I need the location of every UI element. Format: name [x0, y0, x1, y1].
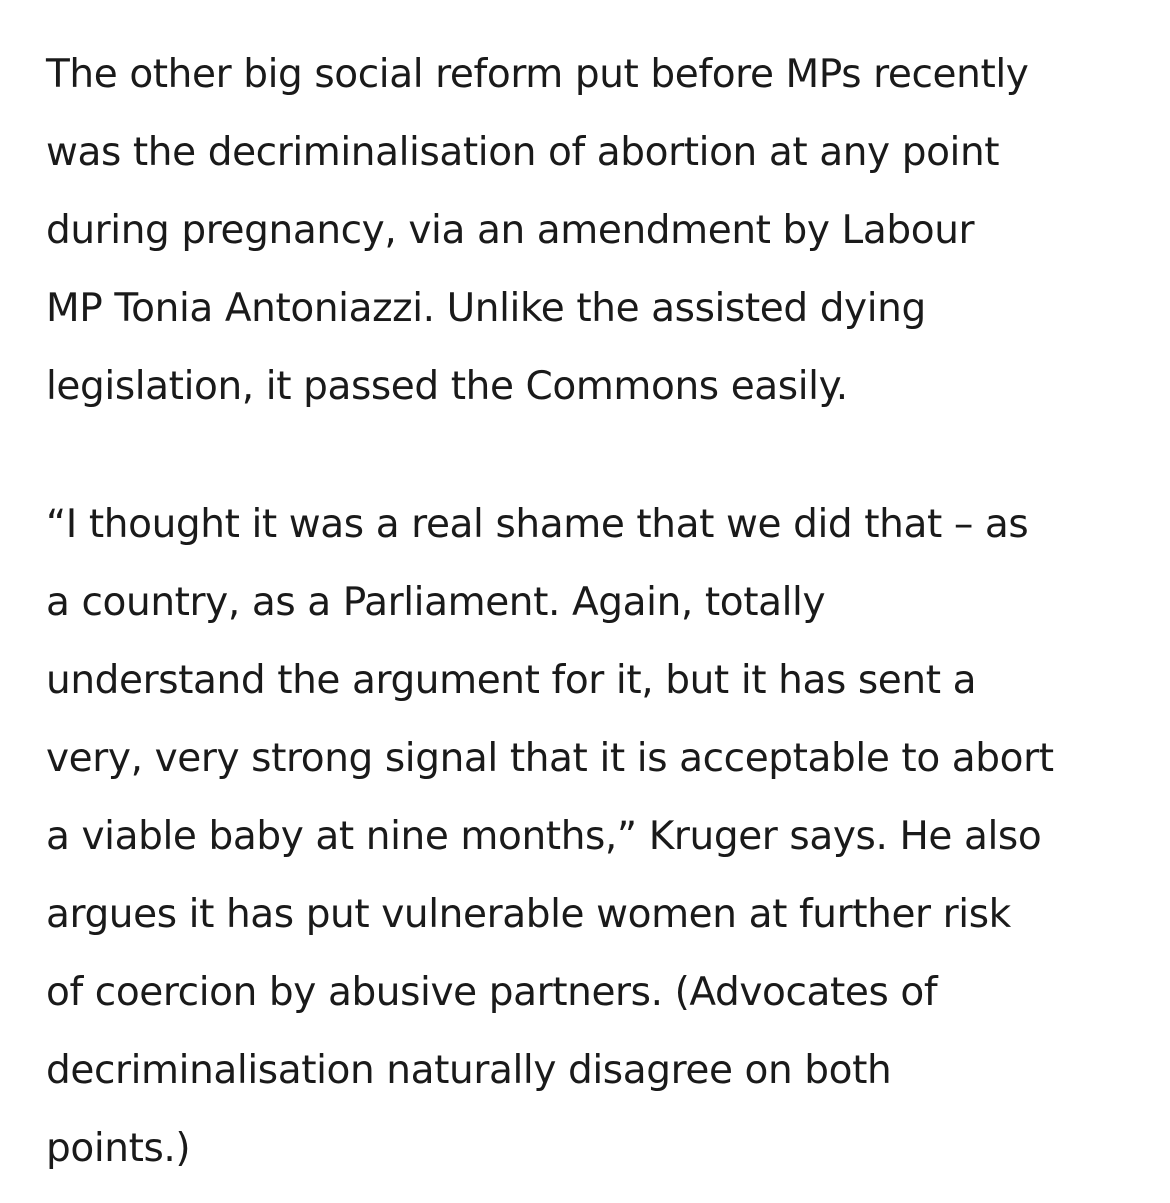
- paragraph-line: was the decriminalisation of abortion at any point: [46, 130, 1000, 175]
- paragraph-line: legislation, it passed the Commons easily.: [46, 364, 848, 409]
- paragraph-line: during pregnancy, via an amendment by Labour: [46, 208, 975, 253]
- article-body: [46, 36, 1136, 1188]
- paragraph-line: understand the argument for it, but it has sent a: [46, 658, 977, 703]
- paragraph-line: of coercion by abusive partners. (Advocates of: [46, 970, 938, 1015]
- paragraph-line: a viable baby at nine months,” Kruger says. He also: [46, 814, 1042, 859]
- paragraph-line: points.): [46, 1126, 191, 1171]
- paragraph-spacer: [46, 426, 1136, 486]
- paragraph-line: The other big social reform put before MPs recently: [46, 52, 1029, 97]
- paragraph-line: MP Tonia Antoniazzi. Unlike the assisted dying: [46, 286, 926, 331]
- paragraph-decriminalisation: [46, 36, 1136, 426]
- paragraph-line: decriminalisation naturally disagree on both: [46, 1048, 892, 1093]
- paragraph-kruger-quote: [46, 486, 1136, 1188]
- paragraph-line: very, very strong signal that it is acceptable to abort: [46, 736, 1054, 781]
- paragraph-line: argues it has put vulnerable women at further risk: [46, 892, 1011, 937]
- paragraph-line: a country, as a Parliament. Again, totally: [46, 580, 826, 625]
- paragraph-line: “I thought it was a real shame that we did that – as: [46, 502, 1029, 547]
